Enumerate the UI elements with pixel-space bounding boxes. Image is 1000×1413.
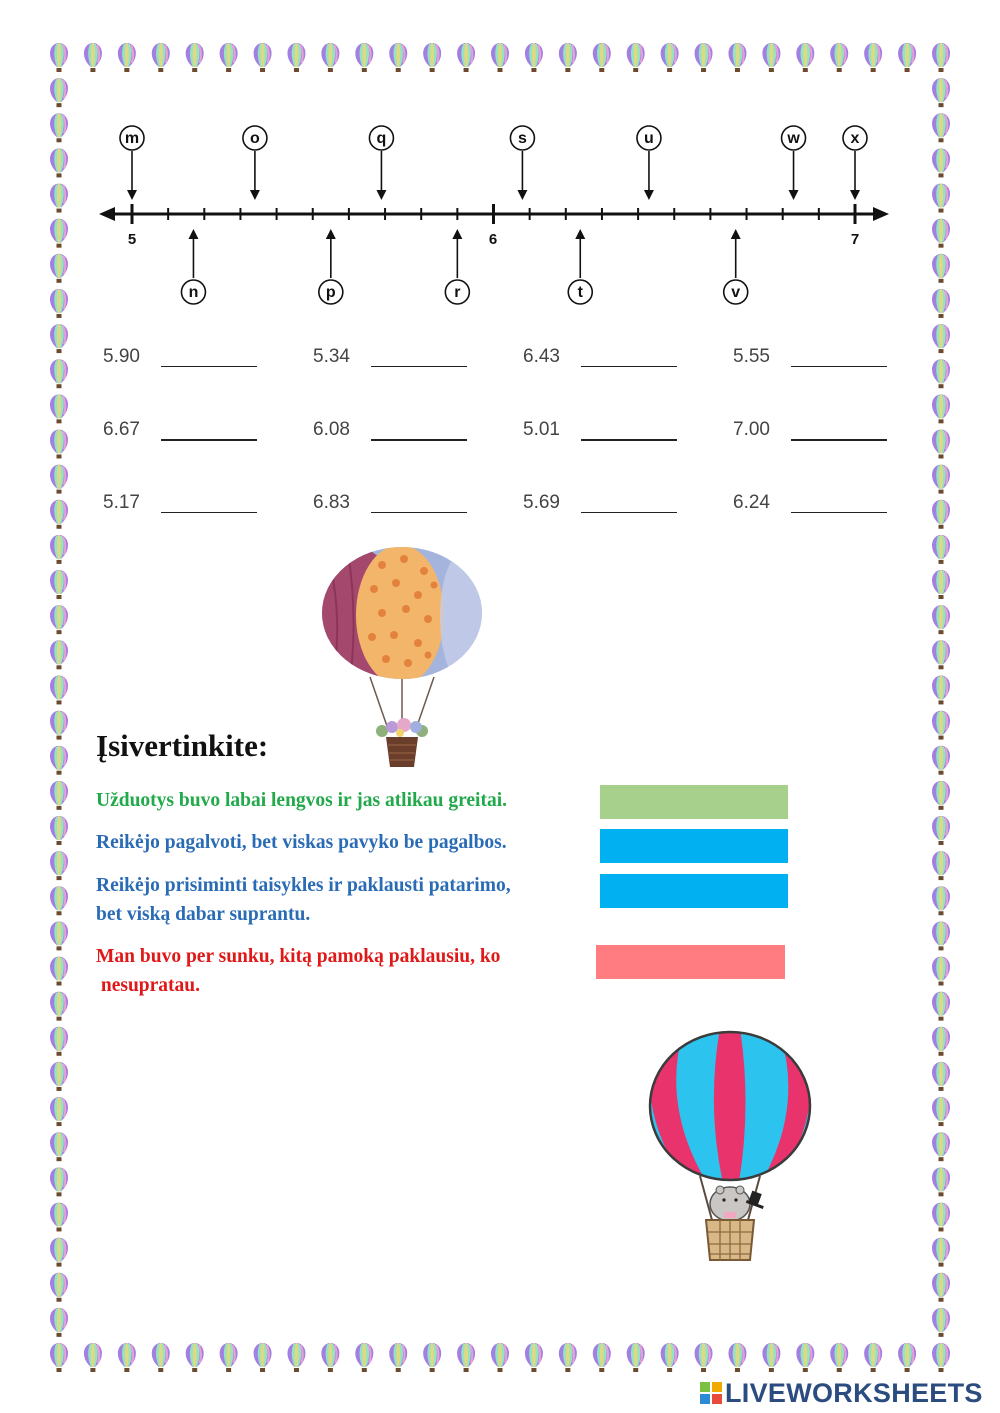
border-balloon-icon [932, 816, 950, 845]
answer-row-1 [103, 342, 903, 382]
svg-text:p: p [325, 284, 336, 301]
border-balloon-icon [50, 289, 68, 318]
border-balloon-icon [627, 43, 645, 72]
border-balloon-icon [932, 746, 950, 775]
border-balloon-icon [50, 1167, 68, 1196]
border-balloon-icon [50, 324, 68, 353]
evaluation-help-text-line1: Reikėjo prisiminti taisykles ir paklausti patarimo, [96, 875, 511, 896]
svg-text:w: w [787, 130, 800, 147]
number-line-letter-x [843, 126, 867, 150]
border-balloon-icon [932, 219, 950, 248]
answer-blank[interactable] [791, 366, 887, 367]
border-balloon-icon [932, 394, 950, 423]
evaluation-hard-text-line1: Man buvo per sunku, kitą pamoką paklausiu, ko [96, 946, 501, 967]
border-balloon-icon [423, 43, 441, 72]
border-balloon-icon [50, 781, 68, 810]
up-arrow-head [452, 229, 462, 239]
evaluation-easy-box[interactable] [600, 785, 788, 819]
border-balloon-icon [50, 78, 68, 107]
border-balloon-icon [50, 184, 68, 213]
answer-item [103, 488, 303, 528]
number-line-letter-u [637, 126, 661, 150]
evaluation-title: Įsivertinkite: [96, 728, 269, 763]
border-balloon-icon [50, 851, 68, 880]
border-balloon-icon [627, 1343, 645, 1372]
svg-text:u: u [644, 130, 654, 147]
border-balloon-icon [762, 43, 780, 72]
answer-item [313, 342, 513, 382]
border-balloon-icon [932, 1238, 950, 1267]
border-balloon-icon [695, 1343, 713, 1372]
answer-blank[interactable] [791, 439, 887, 441]
number-line-label-6: 6 [488, 231, 498, 248]
border-balloon-icon [593, 43, 611, 72]
up-arrow-head [731, 229, 741, 239]
number-line [95, 115, 895, 315]
border-balloon-icon [321, 43, 339, 72]
border-balloon-icon [932, 500, 950, 529]
border-balloon-icon [796, 1343, 814, 1372]
border-balloon-icon [932, 324, 950, 353]
up-arrow-head [188, 229, 198, 239]
border-balloon-icon [932, 1273, 950, 1302]
number-line-left-arrow [99, 207, 115, 221]
answer-blank[interactable] [161, 512, 257, 513]
border-balloon-icon [118, 43, 136, 72]
down-arrow-head [517, 190, 527, 200]
border-balloon-icon [898, 1343, 916, 1372]
decimal-value: 6.24 [733, 492, 770, 513]
border-balloon-icon [864, 43, 882, 72]
border-balloon-icon [932, 957, 950, 986]
border-balloon-icon [728, 1343, 746, 1372]
border-balloon-icon [932, 289, 950, 318]
answer-item [523, 415, 723, 455]
answer-item [733, 342, 933, 382]
border-balloon-icon [491, 1343, 509, 1372]
border-balloon-icon [50, 816, 68, 845]
border-balloon-icon [830, 1343, 848, 1372]
answer-item [523, 342, 723, 382]
border-balloon-icon [932, 113, 950, 142]
border-balloon-icon [932, 535, 950, 564]
border-balloon-icon [932, 1167, 950, 1196]
border-balloon-icon [50, 113, 68, 142]
border-balloon-icon [525, 1343, 543, 1372]
liveworksheets-logo-icon [700, 1382, 722, 1404]
answer-item [733, 415, 933, 455]
number-line-letter-w [782, 126, 806, 150]
border-balloon-icon [932, 1097, 950, 1126]
border-balloon-icon [898, 43, 916, 72]
border-balloon-icon [287, 1343, 305, 1372]
border-balloon-icon [932, 359, 950, 388]
number-line-label-7: 7 [850, 231, 860, 248]
answer-item [313, 415, 513, 455]
evaluation-easy-text: Užduotys buvo labai lengvos ir jas atlikau greitai. [96, 790, 507, 811]
decimal-value: 6.08 [313, 419, 350, 440]
border-balloon-icon [50, 746, 68, 775]
up-arrow-head [326, 229, 336, 239]
border-balloon-icon [389, 1343, 407, 1372]
evaluation-hard-text-line2: nesupratau. [96, 975, 201, 996]
border-balloon-icon [50, 254, 68, 283]
border-balloon-icon [932, 640, 950, 669]
border-balloon-icon [525, 43, 543, 72]
border-balloon-icon [50, 1343, 68, 1372]
border-balloon-icon [559, 43, 577, 72]
flower-bouquet [376, 718, 428, 737]
svg-text:x: x [850, 130, 860, 147]
border-balloon-icon [50, 1062, 68, 1091]
border-balloon-icon [932, 1343, 950, 1372]
decimal-value: 5.01 [523, 419, 560, 440]
number-line-letter-m [120, 126, 144, 150]
number-line-letter-r [445, 280, 469, 304]
number-line-letter-n [181, 280, 205, 304]
border-balloon-icon [830, 43, 848, 72]
border-balloon-icon [932, 851, 950, 880]
border-balloon-icon [50, 535, 68, 564]
liveworksheets-logo [700, 1378, 983, 1408]
number-line-letter-v [724, 280, 748, 304]
border-balloon-icon [762, 1343, 780, 1372]
border-balloon-icon [50, 1027, 68, 1056]
border-balloon-icon [796, 43, 814, 72]
border-balloon-icon [152, 1343, 170, 1372]
answer-blank[interactable] [791, 512, 887, 513]
border-balloon-icon [50, 394, 68, 423]
border-balloon-icon [50, 1202, 68, 1231]
border-balloon-icon [50, 675, 68, 704]
answer-item [313, 488, 513, 528]
down-arrow-head [644, 190, 654, 200]
border-balloon-icon [559, 1343, 577, 1372]
decimal-value: 7.00 [733, 419, 770, 440]
border-balloon-icon [932, 675, 950, 704]
border-balloon-icon [932, 43, 950, 72]
answer-blank[interactable] [581, 439, 677, 441]
answer-blank[interactable] [371, 366, 467, 367]
border-balloon-icon [50, 992, 68, 1021]
border-balloon-icon [254, 43, 272, 72]
answer-blank[interactable] [581, 512, 677, 513]
border-balloon-icon [50, 605, 68, 634]
answer-item [103, 415, 303, 455]
border-balloon-icon [287, 43, 305, 72]
decimal-value: 5.17 [103, 492, 140, 513]
border-balloon-icon [50, 1238, 68, 1267]
border-balloon-icon [50, 1308, 68, 1337]
border-balloon-icon [186, 43, 204, 72]
border-balloon-icon [50, 570, 68, 599]
evaluation-medium-text: Reikėjo pagalvoti, bet viskas pavyko be pagalbos. [96, 832, 507, 853]
border-balloon-icon [50, 1097, 68, 1126]
answer-blank[interactable] [161, 439, 257, 441]
number-line-letter-p [319, 280, 343, 304]
border-balloon-icon [50, 359, 68, 388]
border-balloon-icon [932, 465, 950, 494]
decimal-value: 5.90 [103, 346, 140, 367]
border-balloon-icon [50, 219, 68, 248]
down-arrow-head [789, 190, 799, 200]
border-balloon-icon [355, 1343, 373, 1372]
answer-item [523, 488, 723, 528]
border-balloon-icon [932, 570, 950, 599]
number-line-letter-t [568, 280, 592, 304]
border-balloon-icon [932, 886, 950, 915]
number-line-right-arrow [873, 207, 889, 221]
answer-blank[interactable] [371, 439, 467, 441]
svg-text:s: s [517, 130, 527, 147]
evaluation-medium-box[interactable] [600, 829, 788, 863]
border-balloon-icon [220, 43, 238, 72]
border-balloon-icon [932, 254, 950, 283]
svg-text:v: v [731, 284, 741, 301]
svg-text:m: m [124, 130, 140, 147]
answer-item [733, 488, 933, 528]
border-balloon-icon [661, 43, 679, 72]
border-balloon-icon [50, 1132, 68, 1161]
border-balloon-icon [932, 1308, 950, 1337]
number-line-letter-o [243, 126, 267, 150]
answer-blank[interactable] [581, 366, 677, 367]
border-balloon-icon [457, 1343, 475, 1372]
number-line-letter-q [369, 126, 393, 150]
border-balloon-icon [491, 43, 509, 72]
border-balloon-icon [864, 1343, 882, 1372]
border-balloon-icon [84, 1343, 102, 1372]
border-balloon-icon [932, 429, 950, 458]
answer-blank[interactable] [161, 366, 257, 367]
evaluation-hard-box[interactable] [596, 945, 785, 979]
decimal-value: 6.43 [523, 346, 560, 367]
border-balloon-icon [152, 43, 170, 72]
svg-text:t: t [577, 284, 583, 301]
answer-row-2 [103, 415, 903, 455]
border-balloon-icon [50, 43, 68, 72]
hot-air-balloon-flowers-illustration [312, 545, 492, 775]
svg-text:r: r [454, 284, 461, 301]
border-balloon-icon [932, 781, 950, 810]
border-balloon-icon [50, 921, 68, 950]
border-balloon-icon [118, 1343, 136, 1372]
answer-item [103, 342, 303, 382]
border-balloon-icon [254, 1343, 272, 1372]
border-balloon-icon [593, 1343, 611, 1372]
number-line-letter-s [510, 126, 534, 150]
hot-air-balloon-hippo-illustration [640, 1028, 820, 1268]
decimal-value: 5.55 [733, 346, 770, 367]
up-arrow-head [575, 229, 585, 239]
border-balloon-icon [932, 1132, 950, 1161]
border-balloon-icon [355, 43, 373, 72]
down-arrow-head [250, 190, 260, 200]
border-balloon-icon [932, 1062, 950, 1091]
border-balloon-icon [932, 1027, 950, 1056]
border-balloon-icon [932, 1202, 950, 1231]
border-balloon-icon [932, 78, 950, 107]
border-balloon-icon [50, 711, 68, 740]
decimal-value: 5.34 [313, 346, 350, 367]
evaluation-help-text-line2: bet viską dabar suprantu. [96, 904, 311, 925]
decimal-value: 6.67 [103, 419, 140, 440]
border-balloon-icon [186, 1343, 204, 1372]
svg-text:q: q [376, 130, 387, 147]
border-balloon-icon [50, 465, 68, 494]
border-balloon-icon [50, 1273, 68, 1302]
border-balloon-icon [932, 992, 950, 1021]
svg-text:o: o [250, 130, 260, 147]
border-balloon-icon [389, 43, 407, 72]
border-balloon-icon [457, 43, 475, 72]
border-balloon-icon [932, 711, 950, 740]
decimal-value: 5.69 [523, 492, 560, 513]
border-balloon-icon [50, 148, 68, 177]
border-balloon-icon [932, 605, 950, 634]
decimal-value: 6.83 [313, 492, 350, 513]
border-balloon-icon [932, 921, 950, 950]
evaluation-help-box[interactable] [600, 874, 788, 908]
svg-text:n: n [188, 284, 199, 301]
border-balloon-icon [220, 1343, 238, 1372]
answer-row-3 [103, 488, 903, 528]
border-balloon-icon [50, 957, 68, 986]
down-arrow-head [127, 190, 137, 200]
border-balloon-icon [50, 886, 68, 915]
border-balloon-icon [50, 640, 68, 669]
border-balloon-icon [932, 184, 950, 213]
border-balloon-icon [932, 148, 950, 177]
border-balloon-icon [321, 1343, 339, 1372]
number-line-label-5: 5 [127, 231, 137, 248]
liveworksheets-logo-text: LIVEWORKSHEETS [725, 1377, 983, 1408]
border-balloon-icon [50, 500, 68, 529]
border-balloon-icon [50, 429, 68, 458]
border-balloon-icon [661, 1343, 679, 1372]
answer-blank[interactable] [371, 512, 467, 513]
border-balloon-icon [695, 43, 713, 72]
border-balloon-icon [423, 1343, 441, 1372]
border-balloon-icon [84, 43, 102, 72]
down-arrow-head [376, 190, 386, 200]
down-arrow-head [850, 190, 860, 200]
border-balloon-icon [728, 43, 746, 72]
